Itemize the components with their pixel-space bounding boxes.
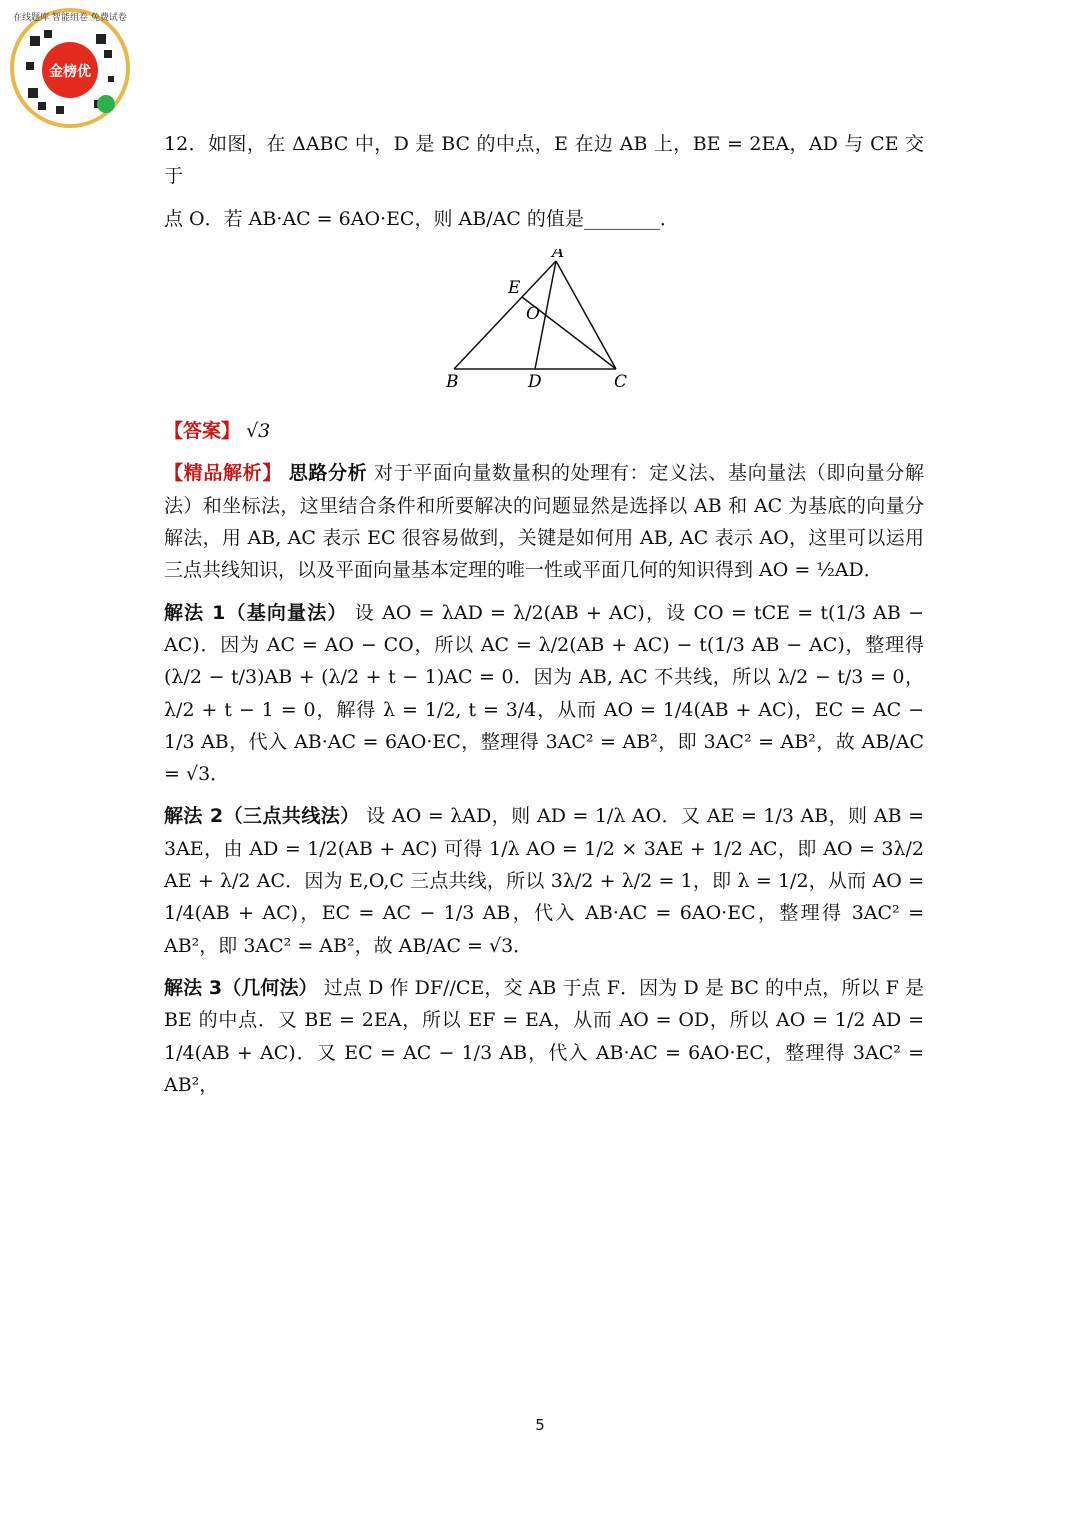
- analysis-text: 对于平面向量数量积的处理有：定义法、基向量法（即向量分解法）和坐标法，这里结合条件和所要解决的问题显然是选择以 AB 和 AC 为基底的向量分解法，用 AB, AC 表示 EC 很容易做到，关键是如何用 AB, AC 表示 AO，这里可以运用三点共线知识，以及平面向量基本定理的唯一性或平面几何的知识得到 AO = ½AD．: [164, 462, 924, 582]
- method-1: [164, 597, 924, 791]
- answer: [164, 415, 924, 447]
- side-AC: [556, 261, 616, 369]
- method-3: [164, 972, 924, 1101]
- answer-value: √3: [246, 420, 271, 443]
- method-1-label: 解法 1（基向量法）: [164, 601, 348, 624]
- logo-center-text: 金榜优: [49, 64, 91, 80]
- method-3-text: 过点 D 作 DF//CE，交 AB 于点 F．因为 D 是 BC 的中点，所以 F 是 BE 的中点．又 BE = 2EA，所以 EF = EA，从而 AO = OD，所以 AO = 1/2 AD = 1/4(AB + AC)．又 EC = AC − 1/3 AB，代入 AB·AC = 6AO·EC，整理得 3AC² = AB²，: [164, 976, 924, 1096]
- qr-logo-icon: [8, 6, 132, 130]
- triangle-figure: [164, 249, 924, 389]
- problem-line-1: 12．如图，在 ΔABC 中，D 是 BC 的中点，E 在边 AB 上，BE = 2EA，AD 与 CE 交于: [164, 133, 924, 188]
- method-1-text: 设 AO = λAD = λ/2(AB + AC)，设 CO = tCE = t(1/3 AB − AC)．因为 AC = AO − CO，所以 AC = λ/2(AB + AC) − t(1/3 AB − AC)，整理得 (λ/2 − t/3)AB + (λ/2 + t − 1)AC = 0．因为 AB, AC 不共线，所以 λ/2 − t/3 = 0，λ/2 + t − 1 = 0，解得 λ = 1/2, t = 3/4，从而 AO = 1/4(AB + AC)，EC = AC − 1/3 AB，代入 AB·AC = 6AO·EC，整理得 3AC² = AB²，即 3AC² = AB²，故 AB/AC = √3．: [164, 601, 924, 786]
- page-number: 5: [535, 1416, 545, 1434]
- method-3-label: 解法 3（几何法）: [164, 976, 318, 999]
- label-A: A: [552, 248, 565, 262]
- method-2-text: 设 AO = λAD，则 AD = 1/λ AO．又 AE = 1/3 AB，则 AB = 3AE，由 AD = 1/2(AB + AC) 可得 1/λ AO = 1/2 × 3AE + 1/2 AC，即 AO = 3λ/2 AE + λ/2 AC．因为 E,O,C 三点共线，所以 3λ/2 + λ/2 = 1，即 λ = 1/2，从而 AO = 1/4(AB + AC)，EC = AC − 1/3 AB，代入 AB·AC = 6AO·EC，整理得 3AC² = AB²，即 3AC² = AB²，故 AB/AC = √3．: [164, 805, 925, 957]
- logo-ring-text: 在线题库 智能组卷 免费试卷: [13, 13, 127, 23]
- label-E: E: [508, 277, 521, 298]
- problem-line-2: 点 O．若 AB·AC = 6AO·EC，则 AB/AC 的值是________．: [164, 207, 679, 230]
- side-AB: [454, 261, 556, 369]
- label-D: D: [528, 371, 542, 389]
- logo: [8, 6, 132, 130]
- label-B: B: [446, 371, 459, 389]
- method-2: [164, 800, 924, 961]
- method-2-label: 解法 2（三点共线法）: [164, 805, 360, 828]
- label-C: C: [614, 371, 628, 389]
- analysis-label: 【精品解析】: [164, 462, 282, 485]
- label-O: O: [526, 303, 540, 324]
- answer-label: 【答案】: [164, 420, 241, 443]
- analysis: [164, 457, 924, 586]
- analysis-title: 思路分析: [288, 462, 368, 485]
- content: [164, 128, 924, 1111]
